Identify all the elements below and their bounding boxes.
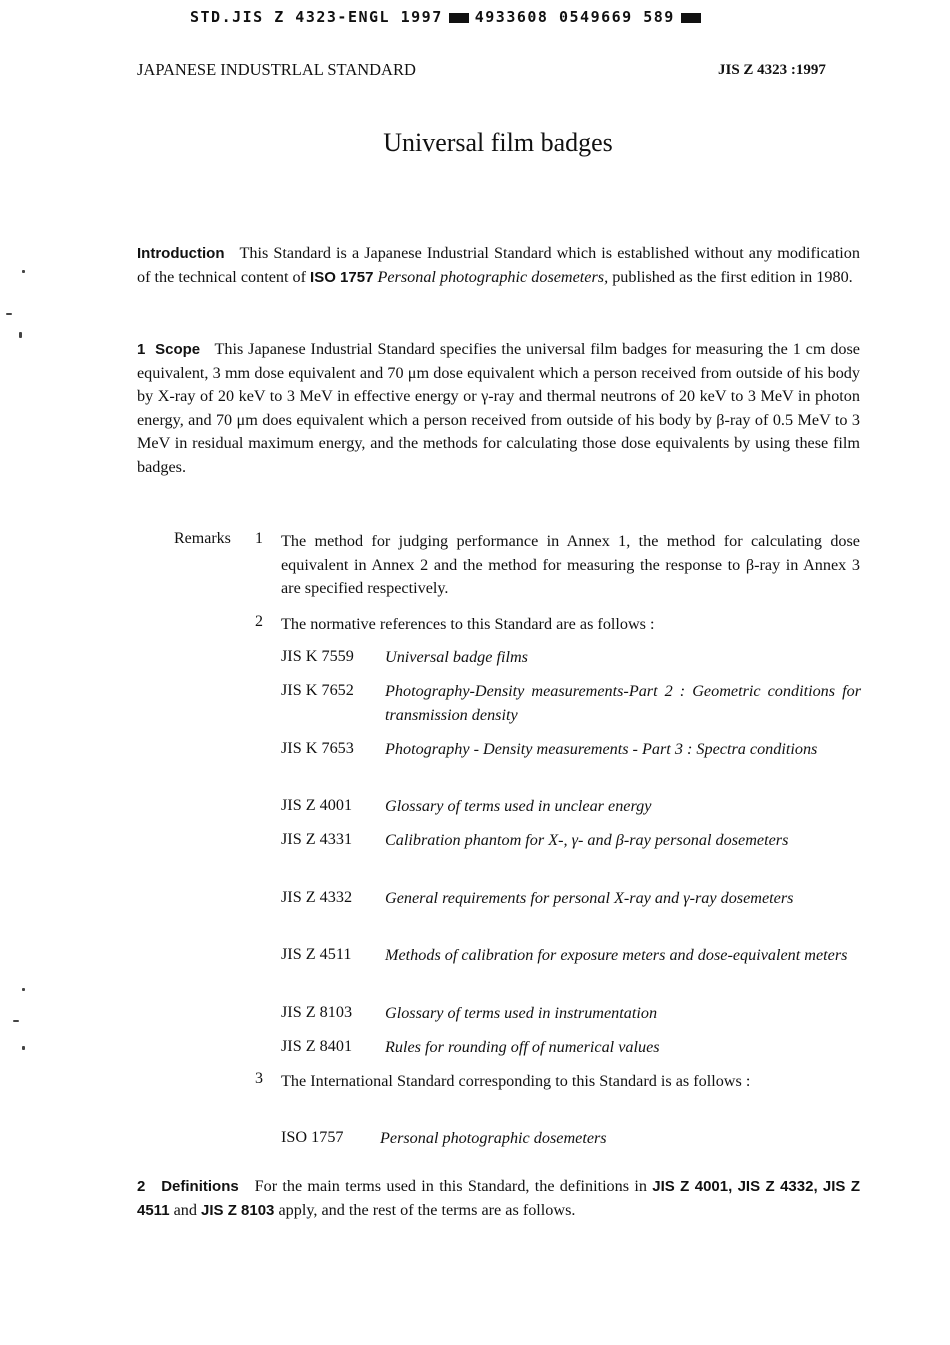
introduction-heading: Introduction bbox=[137, 245, 225, 262]
reference-code: JIS Z 8401 bbox=[281, 1037, 353, 1055]
reference-title: Universal badge films bbox=[385, 648, 528, 666]
definitions-ref: JIS Z 8103 bbox=[201, 1201, 275, 1219]
definitions-number: 2 bbox=[137, 1178, 146, 1195]
definitions-paragraph bbox=[137, 1175, 860, 1222]
reference-title: Methods of calibration for exposure meters and dose-equivalent meters bbox=[385, 946, 848, 964]
reference-title: Photography-Density measurements-Part 2 : Geometric conditions for transmission density bbox=[385, 682, 861, 724]
definitions-ref: JIS Z 4001, bbox=[652, 1178, 733, 1195]
reference-code: JIS Z 4331 bbox=[281, 830, 353, 848]
international-standard-code: ISO 1757 bbox=[281, 1128, 344, 1146]
introduction-iso-title: Personal photographic dosemeters, bbox=[377, 267, 609, 286]
redaction-block bbox=[449, 13, 469, 23]
definitions-and: and bbox=[173, 1200, 197, 1219]
remark-text: The International Standard corresponding to this Standard is as follows : bbox=[281, 1072, 751, 1090]
document-code-primary: STD.JIS Z 4323-ENGL 1997 bbox=[190, 8, 443, 26]
reference-code: JIS Z 4332 bbox=[281, 888, 353, 906]
definitions-heading: Definitions bbox=[161, 1178, 239, 1195]
international-standard-title: Personal photographic dosemeters bbox=[380, 1129, 607, 1147]
scan-speck bbox=[22, 988, 25, 991]
definitions-text-b: apply, and the rest of the terms are as follows. bbox=[278, 1200, 576, 1219]
introduction-text-a: This Standard is a Japanese Industrial Standard which is established without any modification of the technical content of bbox=[137, 244, 860, 286]
definitions-ref: JIS Z 4332, bbox=[737, 1178, 818, 1195]
scan-speck bbox=[13, 1020, 19, 1022]
scope-heading: Scope bbox=[155, 341, 201, 358]
reference-code: JIS K 7559 bbox=[281, 647, 354, 665]
reference-title: Glossary of terms used in instrumentation bbox=[385, 1004, 658, 1022]
standard-number: JIS Z 4323 :1997 bbox=[718, 62, 826, 78]
redaction-block bbox=[681, 13, 701, 23]
remarks-label: Remarks bbox=[174, 530, 231, 547]
remark-number: 1 bbox=[255, 530, 263, 547]
remark-text: The normative references to this Standard are as follows : bbox=[281, 615, 655, 633]
reference-title: General requirements for personal X-ray and γ-ray dosemeters bbox=[385, 889, 794, 907]
scope-text: This Japanese Industrial Standard specifies the universal film badges for measuring the 1 cm dose equivalent, 3 mm dose equivalent and 70 μm dose equivalent which a person received from outside of his body by X-ray of 20 keV to 3 MeV in effective energy or γ-ray and thermal neutrons of 20 keV to 3 MeV in photon energy, and 70 μm does equivalent which a person received from outside of his body by β-ray of 0.5 MeV to 3 MeV in residual maximum energy, and the methods for calculating those dose equivalents by using these film badges. bbox=[137, 340, 860, 476]
scan-speck bbox=[19, 332, 22, 338]
page-title: Universal film badges bbox=[383, 128, 613, 157]
scope-paragraph bbox=[137, 338, 860, 480]
reference-code: JIS K 7652 bbox=[281, 681, 354, 699]
introduction-iso-ref: ISO 1757 bbox=[310, 268, 374, 286]
reference-code: JIS Z 4001 bbox=[281, 796, 353, 814]
document-code-line bbox=[190, 8, 707, 26]
definitions-text-a: For the main terms used in this Standard, the definitions in bbox=[254, 1177, 647, 1195]
reference-code: JIS Z 8103 bbox=[281, 1003, 353, 1021]
reference-title: Photography - Density measurements - Part 3 : Spectra conditions bbox=[385, 740, 818, 758]
reference-title: Rules for rounding off of numerical values bbox=[385, 1038, 660, 1056]
reference-title: Glossary of terms used in unclear energy bbox=[385, 797, 652, 815]
remark-text: The method for judging performance in Annex 1, the method for calculating dose equivalent in Annex 2 and the method for measuring the response to β-ray in Annex 3 are specified respectively. bbox=[281, 532, 860, 598]
reference-code: JIS Z 4511 bbox=[281, 945, 352, 963]
scan-speck bbox=[22, 270, 25, 273]
scan-speck bbox=[22, 1046, 25, 1050]
remark-number: 3 bbox=[255, 1070, 263, 1087]
introduction-text-b: published as the first edition in 1980. bbox=[612, 267, 853, 286]
reference-code: JIS K 7653 bbox=[281, 739, 354, 757]
document-code-secondary: 4933608 0549669 589 bbox=[474, 8, 675, 26]
scope-number: 1 bbox=[137, 341, 146, 358]
standard-organization: JAPANESE INDUSTRLAL STANDARD bbox=[137, 60, 416, 79]
introduction-paragraph bbox=[137, 242, 860, 289]
remark-number: 2 bbox=[255, 613, 263, 630]
scan-speck bbox=[6, 313, 12, 315]
definitions-ref: JIS Z 4511 bbox=[137, 1178, 861, 1219]
reference-title: Calibration phantom for X-, γ- and β-ray personal dosemeters bbox=[385, 831, 789, 849]
